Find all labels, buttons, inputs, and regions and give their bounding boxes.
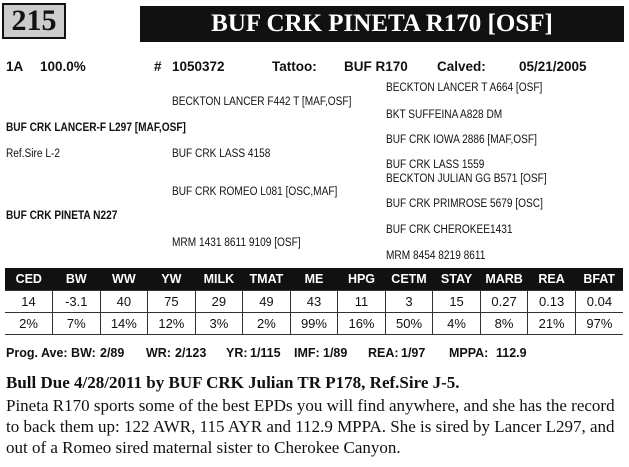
epd-header-bfat: BFAT [575, 268, 623, 291]
tattoo: BUF R170 [344, 59, 408, 74]
pedigree-dd-sire: BUF CRK CHEROKEE1431 [386, 224, 513, 236]
progeny-wr: 2/123 [175, 346, 207, 360]
progeny-mppa-label: MPPA: [449, 346, 489, 360]
pedigree-sd-sire: BUF CRK IOWA 2886 [MAF,OSF] [386, 134, 537, 146]
epd-header-me: ME [290, 268, 338, 291]
progeny-imf-label: IMF: [294, 346, 320, 360]
pedigree-dam-dam: MRM 1431 8611 9109 [OSF] [172, 237, 301, 249]
pedigree-dd-dam: MRM 8454 8219 8611 [386, 250, 486, 262]
pedigree-dam-sire: BUF CRK ROMEO L081 [OSC,MAF] [172, 186, 338, 198]
progeny-yr-label: YR: [226, 346, 248, 360]
epd-header-rea: REA [528, 268, 576, 291]
epd-percent-milk: 3% [195, 313, 243, 335]
epd-table [5, 268, 623, 335]
epd-percent-hpg: 16% [338, 313, 386, 335]
progeny-rea-label: REA: [368, 346, 399, 360]
epd-percent-bw: 7% [53, 313, 101, 335]
pedigree-ds-dam: BUF CRK PRIMROSE 5679 [OSC] [386, 198, 543, 210]
animal-name-banner: BUF CRK PINETA R170 [OSF] [140, 6, 624, 42]
epd-header-stay: STAY [433, 268, 481, 291]
epd-percent-bfat: 97% [575, 313, 623, 335]
description-headline: Bull Due 4/28/2011 by BUF CRK Julian TR P178, Ref.Sire J-5. [6, 373, 460, 392]
epd-header-ced: CED [5, 268, 53, 291]
registration-number: 1050372 [172, 59, 225, 74]
epd-value-ced: 14 [5, 291, 53, 313]
epd-percent-ww: 14% [100, 313, 148, 335]
epd-value-milk: 29 [195, 291, 243, 313]
epd-value-marb: 0.27 [480, 291, 528, 313]
epd-value-me: 43 [290, 291, 338, 313]
epd-percent-cetm: 50% [385, 313, 433, 335]
epd-header-yw: YW [148, 268, 196, 291]
epd-header-cetm: CETM [385, 268, 433, 291]
epd-header-ww: WW [100, 268, 148, 291]
lot-number: 215 [2, 3, 66, 39]
epd-header-hpg: HPG [338, 268, 386, 291]
epd-value-rea: 0.13 [528, 291, 576, 313]
epd-header-milk: MILK [195, 268, 243, 291]
epd-value-hpg: 11 [338, 291, 386, 313]
pedigree-ss-sire: BECKTON LANCER T A664 [OSF] [386, 82, 543, 94]
epd-percent-row [5, 313, 623, 335]
epd-percent-ced: 2% [5, 313, 53, 335]
pedigree-sire-dam: BUF CRK LASS 4158 [172, 148, 271, 160]
epd-header-row [5, 268, 623, 291]
epd-value-yw: 75 [148, 291, 196, 313]
epd-percent-me: 99% [290, 313, 338, 335]
tag: 1A [6, 59, 24, 74]
epd-value-bw: -3.1 [53, 291, 101, 313]
pedigree-sd-dam: BUF CRK LASS 1559 [386, 159, 485, 171]
pedigree-sire-sire: BECKTON LANCER F442 T [MAF,OSF] [172, 96, 352, 108]
epd-value-ww: 40 [100, 291, 148, 313]
tattoo-label: Tattoo: [272, 59, 317, 74]
pedigree-sire: BUF CRK LANCER-F L297 [MAF,OSF] [6, 122, 186, 134]
pedigree-dam: BUF CRK PINETA N227 [6, 210, 118, 222]
progeny-wr-label: WR: [146, 346, 171, 360]
progeny-yr: 1/115 [250, 346, 281, 360]
epd-header-marb: MARB [480, 268, 528, 291]
progeny-rea: 1/97 [401, 346, 426, 360]
epd-header-tmat: TMAT [243, 268, 291, 291]
description-body: Pineta R170 sports some of the best EPDs you will find anywhere, and she has the record to back them up: 122 AWR, 115 AYR and 112.9 MPPA. She is sired by Lancer L297, and out of a Romeo sired maternal sister to Cherokee Canyon. [6, 396, 615, 457]
epd-values-row [5, 291, 623, 313]
epd-value-stay: 15 [433, 291, 481, 313]
epd-percent-stay: 4% [433, 313, 481, 335]
calved-date: 05/21/2005 [519, 59, 587, 74]
epd-value-cetm: 3 [385, 291, 433, 313]
pedigree-sire-ref: Ref.Sire L-2 [6, 148, 60, 160]
progeny-imf: 1/89 [323, 346, 348, 360]
pedigree-ss-dam: BKT SUFFEINA A828 DM [386, 109, 503, 121]
reg-label: # [154, 59, 162, 74]
percent: 100.0% [40, 59, 86, 74]
epd-value-tmat: 49 [243, 291, 291, 313]
epd-value-bfat: 0.04 [575, 291, 623, 313]
epd-header-bw: BW [53, 268, 101, 291]
calved-label: Calved: [437, 59, 486, 74]
epd-percent-marb: 8% [480, 313, 528, 335]
progeny-mppa: 112.9 [496, 346, 527, 360]
epd-percent-tmat: 2% [243, 313, 291, 335]
epd-percent-rea: 21% [528, 313, 576, 335]
progeny-bw: 2/89 [100, 346, 125, 360]
pedigree-ds-sire: BECKTON JULIAN GG B571 [OSF] [386, 173, 547, 185]
epd-percent-yw: 12% [148, 313, 196, 335]
progeny-label: Prog. Ave: BW: [6, 346, 96, 360]
